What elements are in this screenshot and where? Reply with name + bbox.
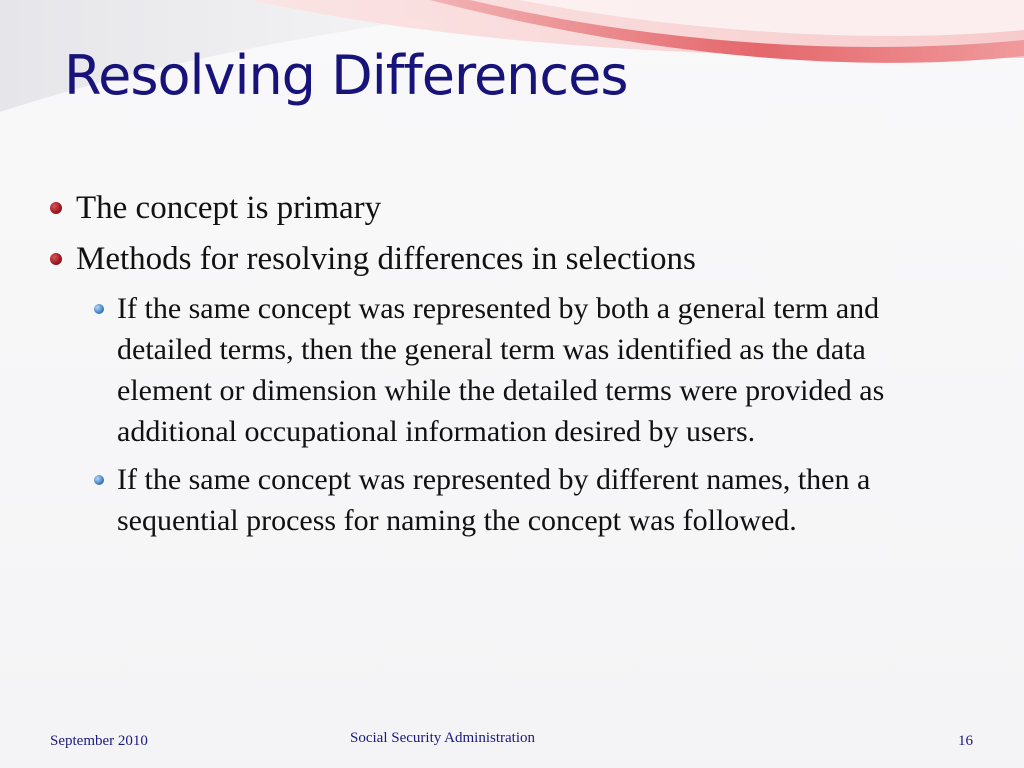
bullet-item: [46, 186, 966, 230]
footer-date: September 2010: [50, 733, 148, 749]
bullet-text: The concept is primary: [76, 190, 382, 226]
sub-bullet-text: If the same concept was represented by different names, then a sequential process for naming the concept was followed.: [117, 463, 871, 537]
sub-bullet-dot-icon: [94, 304, 104, 314]
bullet-item: [46, 237, 966, 281]
slide-number: 16: [958, 733, 973, 749]
sub-bullet-dot-icon: [94, 475, 104, 485]
footer-organization: Social Security Administration: [350, 730, 535, 746]
sub-bullet-item: [46, 459, 967, 541]
slide-content: [46, 186, 966, 548]
bullet-text: Methods for resolving differences in selections: [76, 241, 696, 277]
sub-bullet-text: If the same concept was represented by both a general term and detailed terms, then the general term was identified as the data element or dimension while the detailed terms were provided as additional occupational information desired by users.: [117, 292, 885, 448]
sub-bullet-item: [46, 288, 967, 452]
bullet-dot-icon: [50, 202, 62, 214]
slide-title: Resolving Differences: [64, 44, 628, 107]
bullet-dot-icon: [50, 253, 62, 265]
